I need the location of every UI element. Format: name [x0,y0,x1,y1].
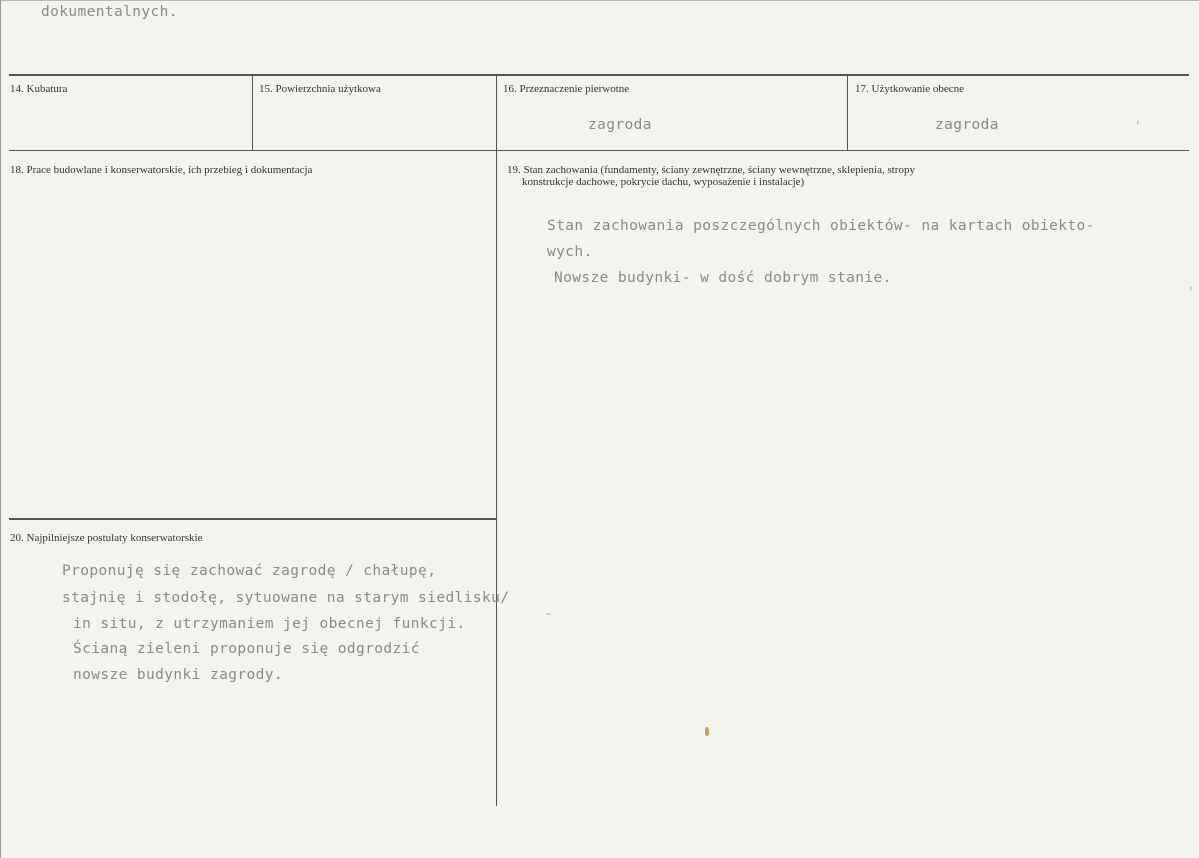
field-16-label: 16. Przeznaczenie pierwotne [503,83,630,95]
paper-speck [705,727,709,736]
field-20-line-1: Proponuję się zachować zagrodę / chałupę, [62,563,437,579]
field-20-line-4: Ścianą zieleni proponuje się odgrodzić [73,641,420,657]
field-19-label-line2: konstrukcje dachowe, pokrycie dachu, wyposażenie i instalacje) [522,176,805,188]
field-20-label: 20. Najpilniejsze postulaty konserwatorskie [10,532,203,544]
top-rule [9,74,1189,76]
paper-mark-1: ' [1136,119,1140,135]
field-19-line-3: Nowsze budynki- w dość dobrym stanie. [554,270,892,286]
field-19-line-2: wych. [547,244,593,260]
divider-15-16 [496,76,497,806]
field-17-value: zagroda [935,117,999,133]
field18-bottom-rule [9,518,497,520]
field-18-label: 18. Prace budowlane i konserwatorskie, ich przebieg i dokumentacja [10,164,313,176]
field-20-line-5: nowsze budynki zagrody. [73,667,283,683]
continued-text: dokumentalnych. [41,4,178,20]
paper-mark-2: ' [1189,285,1193,301]
field-15-label: 15. Powierzchnia użytkowa [259,83,381,95]
divider-16-17 [847,76,848,150]
field-20-line-3: in situ, z utrzymaniem jej obecnej funkcji. [73,616,466,632]
field-19-label-line1: 19. Stan zachowania (fundamenty, ściany zewnętrzne, ściany wewnętrzne, sklepienia, stropy [507,164,915,176]
field-20-line-2: stajnię i stodołę, sytuowane na starym siedlisku/ [62,590,510,606]
field-19-line-1: Stan zachowania poszczególnych obiektów- na kartach obiekto- [547,218,1095,234]
field-17-label: 17. Użytkowanie obecne [855,83,965,95]
row1-bottom-rule [9,150,1189,151]
divider-14-15 [252,76,253,150]
field-16-value: zagroda [588,117,652,133]
field-14-label: 14. Kubatura [10,83,68,95]
paper-mark-3: ˜ [545,612,552,628]
